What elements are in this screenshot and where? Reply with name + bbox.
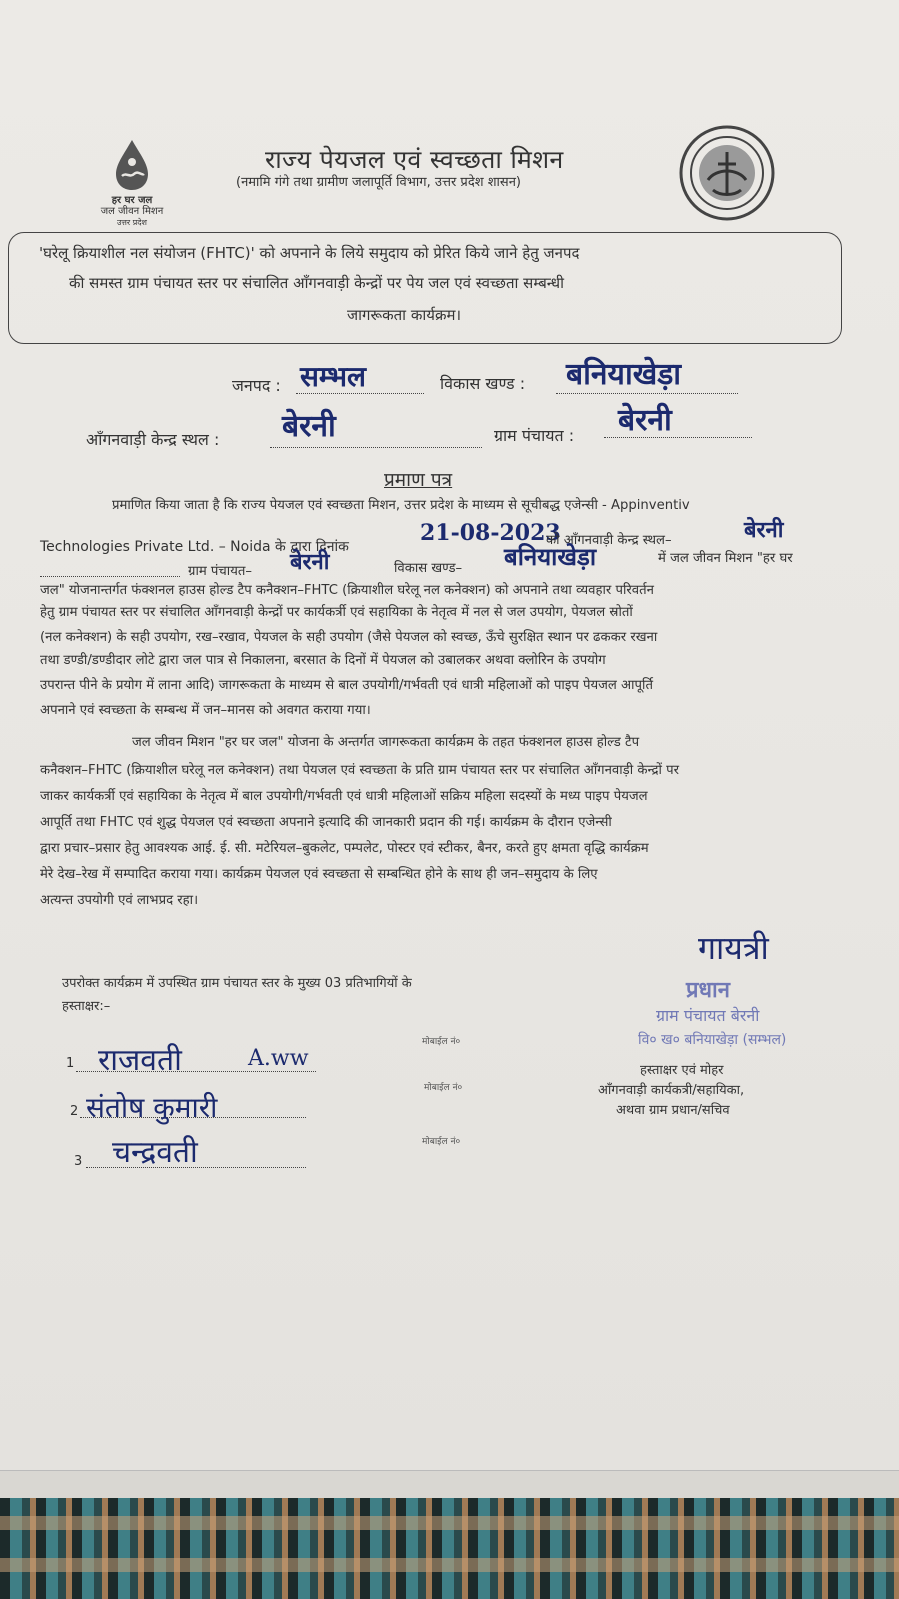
participant-signature-2: संतोष कुमारी bbox=[86, 1091, 218, 1124]
p1-line-2a: Technologies Private Ltd. – Noida के द्वारा दिनांक bbox=[40, 539, 349, 555]
page-subtitle: (नमामि गंगे तथा ग्रामीण जलापूर्ति विभाग, उत्तर प्रदेश शासन) bbox=[236, 175, 521, 190]
stamp-line-1: प्रधान bbox=[686, 978, 730, 1003]
p1-line-1: प्रमाणित किया जाता है कि राज्य पेयजल एवं स्वच्छता मिशन, उत्तर प्रदेश के माध्यम से सूचीबद्ध एजेन्सी - Appinventiv bbox=[112, 498, 690, 513]
p1-line-2b: को आँगनवाड़ी केन्द्र स्थल– bbox=[546, 533, 672, 548]
mobile-label-3: मोबाईल नं० bbox=[422, 1137, 461, 1147]
stamp-line-2: ग्राम पंचायत बेरनी bbox=[656, 1006, 760, 1025]
banner-line-1: 'घरेलू क्रियाशील नल संयोजन (FHTC)' को अपनाने के लिये समुदाय को प्रेरित किये जाने हेतु जनपद bbox=[39, 244, 580, 262]
p2-line-2: कनैक्शन–FHTC (क्रियाशील घरेलू नल कनेक्शन) तथा पेयजल एवं स्वच्छता के प्रति ग्राम पंचायत स्तर पर संचालित आँगनवाड़ी केन्द्रों पर bbox=[40, 763, 680, 778]
panchayat-fill: बेरनी bbox=[290, 549, 330, 575]
block-label: विकास खण्ड : bbox=[440, 374, 526, 393]
participant-signature-1: राजवती bbox=[98, 1043, 182, 1078]
p2-line-1: जल जीवन मिशन "हर घर जल" योजना के अन्तर्गत जागरूकता कार्यक्रम के तहत फंक्शनल हाउस होल्ड टैप bbox=[132, 735, 640, 750]
district-value: सम्भल bbox=[300, 360, 366, 393]
p1-line-6: (नल कनेक्शन) के सही उपयोग, रख–रखाव, पेयजल के सही उपयोग (जैसे पेयजल को स्वच्छ, ऊँचे सुरक्षित स्थान पर ढककर रखना bbox=[40, 630, 658, 645]
signatory-label-1: हस्ताक्षर एवं मोहर bbox=[640, 1063, 724, 1078]
p1-line-3c: में जल जीवन मिशन "हर घर bbox=[658, 551, 793, 566]
participants-intro-1: उपरोक्त कार्यक्रम में उपस्थित ग्राम पंचायत स्तर के मुख्य 03 प्रतिभागियों के bbox=[62, 976, 412, 991]
mobile-label-1: मोबाईल नं० bbox=[422, 1037, 461, 1047]
p1-line-3a: ग्राम पंचायत– bbox=[188, 564, 252, 579]
p1-line-9: अपनाने एवं स्वच्छता के सम्बन्ध में जन–मानस को अवगत कराया गया। bbox=[40, 703, 371, 718]
p1-line-3b: विकास खण्ड– bbox=[394, 561, 463, 576]
panchayat-label: ग्राम पंचायत : bbox=[494, 426, 575, 445]
logo-text-1: हर घर जल bbox=[111, 195, 153, 206]
p1-line-4: जल" योजनान्तर्गत फंक्शनल हाउस होल्ड टैप कनैक्शन–FHTC (क्रियाशील घरेलू नल कनेक्शन) को अपनाने तथा व्यवहार परिवर्तन bbox=[40, 583, 654, 598]
p2-line-3: जाकर कार्यकर्त्री एवं सहायिका के नेतृत्व में बाल उपयोगी/गर्भवती एवं धात्री महिलाओं सक्रिय महिला सदस्यों के मध्य पाइप पेयजल bbox=[40, 789, 648, 804]
panchayat-value: बेरनी bbox=[618, 403, 672, 438]
participant-number-3: 3 bbox=[74, 1154, 83, 1169]
program-banner bbox=[8, 232, 842, 344]
water-drop-logo-icon bbox=[112, 138, 152, 192]
page-title: राज्य पेयजल एवं स्वच्छता मिशन bbox=[265, 145, 564, 174]
p2-line-5: द्वारा प्रचार–प्रसार हेतु आवश्यक आई. ई. सी. मटेरियल–बुकलेट, पम्पलेट, पोस्टर एवं स्टीकर, बैनर, करते हुए क्षमता वृद्धि कार्यक्रम bbox=[40, 841, 649, 856]
banner-line-3: जागरूकता कार्यक्रम। bbox=[347, 306, 462, 324]
date-value: 21-08-2023 bbox=[420, 520, 561, 546]
signatory-label-2: आँगनवाड़ी कार्यकत्री/सहायिका, bbox=[598, 1083, 745, 1098]
participant-signature-3: चन्द्रवती bbox=[112, 1135, 198, 1170]
block-fill: बनियाखेड़ा bbox=[504, 542, 597, 571]
banner-line-2: की समस्त ग्राम पंचायत स्तर पर संचालित आँगनवाड़ी केन्द्रों पर पेय जल एवं स्वच्छता सम्बन्धी bbox=[69, 274, 565, 292]
signatory-label-3: अथवा ग्राम प्रधान/सचिव bbox=[616, 1103, 730, 1118]
mat-band bbox=[0, 1516, 899, 1530]
center-value: बेरनी bbox=[282, 409, 336, 444]
pradhan-signature: गायत्री bbox=[698, 929, 769, 967]
woven-mat-background bbox=[0, 1498, 899, 1599]
center-fill: बेरनी bbox=[744, 517, 784, 543]
p1-dots bbox=[40, 575, 180, 577]
participant-extra-mark: A.ww bbox=[248, 1046, 309, 1071]
center-label: आँगनवाड़ी केन्द्र स्थल : bbox=[86, 430, 220, 449]
stamp-line-3: वि० ख० बनियाखेड़ा (सम्भल) bbox=[638, 1032, 787, 1048]
block-value: बनियाखेड़ा bbox=[566, 357, 682, 392]
p1-line-5: हेतु ग्राम पंचायत स्तर पर संचालित आँगनवाड़ी केन्द्रों पर कार्यकर्त्री एवं सहायिका के नेतृत्व में नल से जल उपयोग, पेयजल स्रोतों bbox=[40, 605, 633, 620]
participants-intro-2: हस्ताक्षर:– bbox=[62, 999, 111, 1014]
participant-number-2: 2 bbox=[70, 1104, 79, 1119]
logo-text-3: उत्तर प्रदेश bbox=[117, 218, 147, 227]
p1-line-7: तथा डण्डी/डण्डीदार लोटे द्वारा जल पात्र से निकालना, बरसात के दिनों में पेयजल को उबालकर अथवा क्लोरिन के उपयोग bbox=[40, 653, 606, 668]
p2-line-6: मेरे देख–रेख में सम्पादित कराया गया। कार्यक्रम पेयजल एवं स्वच्छता से सम्बन्धित होने के साथ ही जन–समुदाय के लिए bbox=[40, 867, 598, 882]
up-government-seal-icon bbox=[678, 124, 776, 222]
logo-text-2: जल जीवन मिशन bbox=[100, 206, 164, 217]
mobile-label-2: मोबाईल नं० bbox=[424, 1083, 463, 1093]
p1-line-8: उपरान्त पीने के प्रयोग में लाना आदि) जागरूकता के माध्यम से बाल उपयोगी/गर्भवती एवं धात्री महिलाओं को पाइप पेयजल आपूर्ति bbox=[40, 678, 653, 693]
certificate-heading: प्रमाण पत्र bbox=[384, 469, 453, 491]
district-label: जनपद : bbox=[232, 376, 281, 395]
center-line bbox=[270, 446, 482, 448]
mat-band bbox=[0, 1558, 899, 1572]
underlying-pages bbox=[0, 1470, 899, 1501]
p2-line-7: अत्यन्त उपयोगी एवं लाभप्रद रहा। bbox=[40, 893, 199, 908]
participant-number-1: 1 bbox=[66, 1056, 75, 1071]
p2-line-4: आपूर्ति तथा FHTC एवं शुद्ध पेयजल एवं स्वच्छता अपनाने इत्यादि की जानकारी प्रदान की गई। कार्यक्रम के दौरान एजेन्सी bbox=[40, 815, 612, 830]
